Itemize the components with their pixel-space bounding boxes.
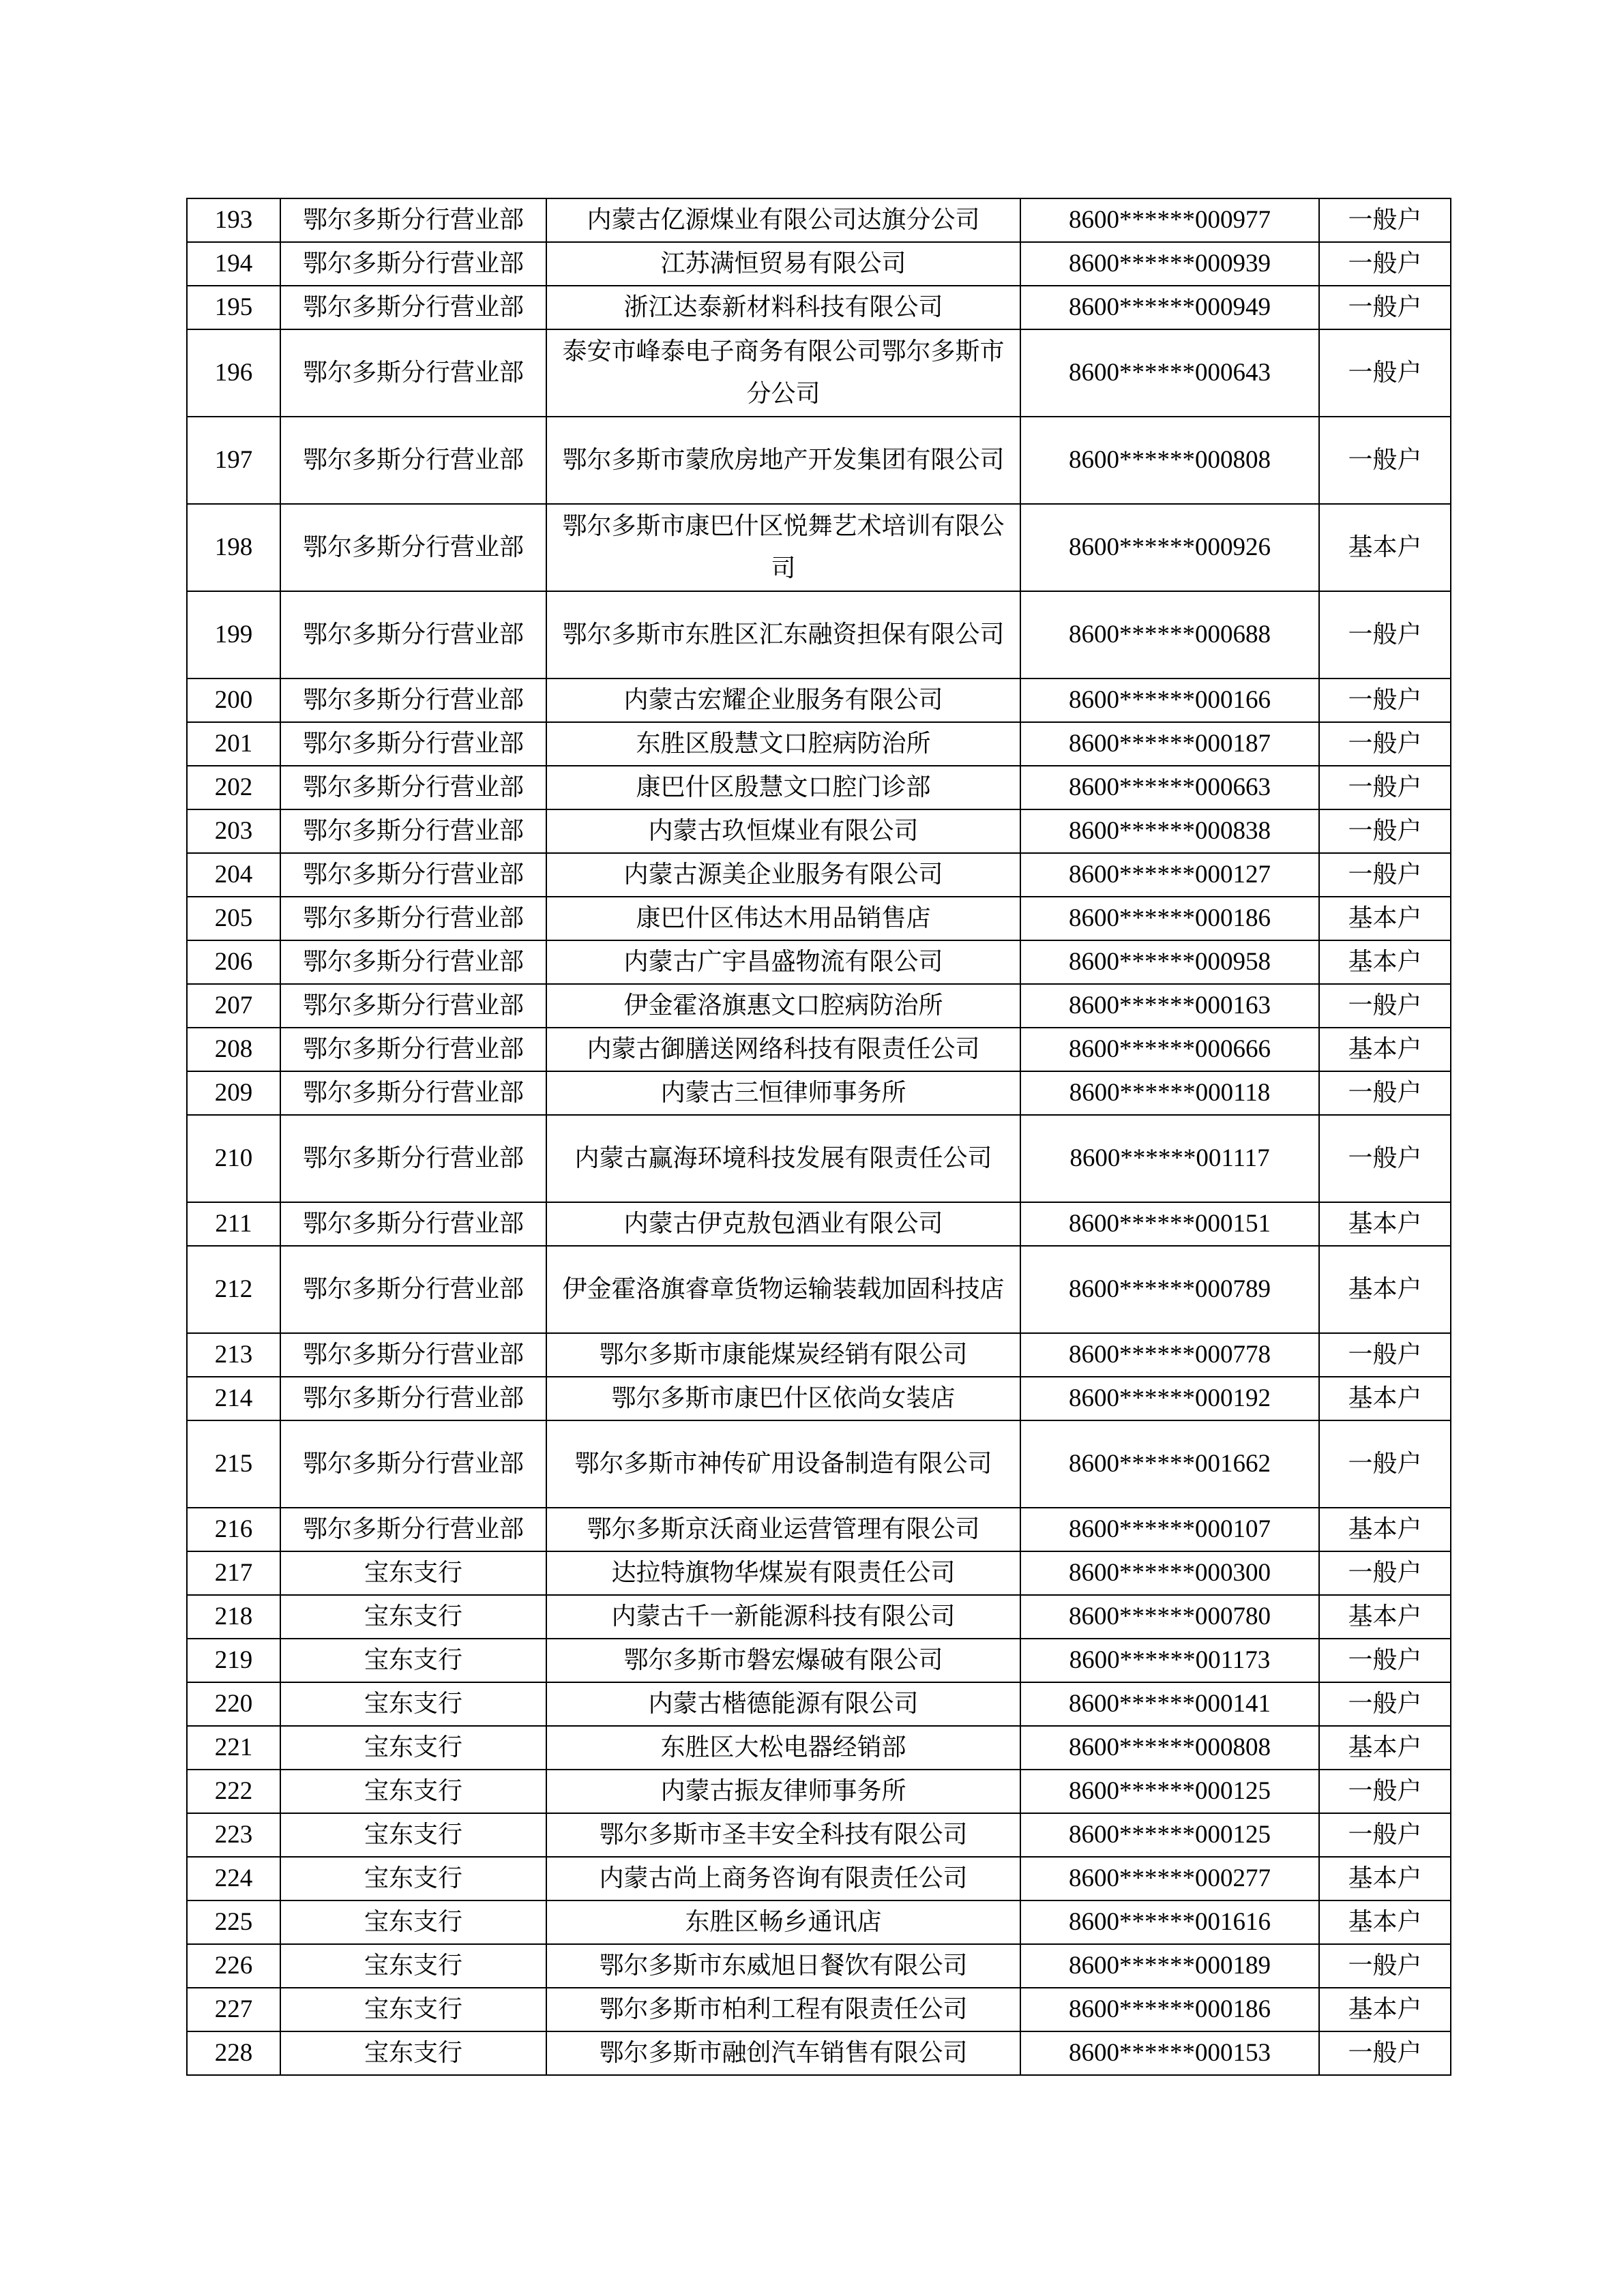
company-name-cell: 内蒙古御膳送网络科技有限责任公司	[546, 1028, 1020, 1071]
table-row	[187, 1420, 1451, 1508]
account-type-cell: 一般户	[1319, 1071, 1451, 1115]
company-name-cell: 东胜区畅乡通讯店	[546, 1900, 1020, 1944]
company-name-cell: 内蒙古亿源煤业有限公司达旗分公司	[546, 198, 1020, 242]
account-number-cell: 8600******000780	[1020, 1595, 1319, 1639]
branch-cell: 鄂尔多斯分行营业部	[280, 1071, 546, 1115]
table-row	[187, 1857, 1451, 1900]
account-number-cell: 8600******000789	[1020, 1246, 1319, 1333]
row-number: 197	[187, 417, 280, 504]
account-number-cell: 8600******000151	[1020, 1202, 1319, 1246]
row-number: 207	[187, 984, 280, 1028]
account-number-cell: 8600******000125	[1020, 1813, 1319, 1857]
row-number: 219	[187, 1639, 280, 1682]
table-row	[187, 1028, 1451, 1071]
row-number: 193	[187, 198, 280, 242]
account-type-cell: 一般户	[1319, 809, 1451, 853]
table-row	[187, 1071, 1451, 1115]
account-type-cell: 一般户	[1319, 1420, 1451, 1508]
table-row	[187, 2031, 1451, 2075]
account-number-cell: 8600******000808	[1020, 417, 1319, 504]
account-number-cell: 8600******000949	[1020, 286, 1319, 329]
branch-cell: 宝东支行	[280, 1551, 546, 1595]
company-name-cell: 鄂尔多斯市康能煤炭经销有限公司	[546, 1333, 1020, 1377]
table-row	[187, 417, 1451, 504]
branch-cell: 鄂尔多斯分行营业部	[280, 1420, 546, 1508]
table-row	[187, 591, 1451, 679]
company-name-cell: 鄂尔多斯市神传矿用设备制造有限公司	[546, 1420, 1020, 1508]
row-number: 224	[187, 1857, 280, 1900]
company-name-cell: 内蒙古伊克敖包酒业有限公司	[546, 1202, 1020, 1246]
account-number-cell: 8600******000663	[1020, 766, 1319, 809]
company-name-cell: 内蒙古玖恒煤业有限公司	[546, 809, 1020, 853]
account-number-cell: 8600******000808	[1020, 1726, 1319, 1770]
table-row	[187, 1770, 1451, 1813]
company-name-cell: 鄂尔多斯市东胜区汇东融资担保有限公司	[546, 591, 1020, 679]
row-number: 195	[187, 286, 280, 329]
account-number-cell: 8600******000926	[1020, 504, 1319, 591]
account-number-cell: 8600******000189	[1020, 1944, 1319, 1988]
account-type-cell: 一般户	[1319, 1551, 1451, 1595]
company-name-cell: 伊金霍洛旗惠文口腔病防治所	[546, 984, 1020, 1028]
account-type-cell: 一般户	[1319, 984, 1451, 1028]
branch-cell: 鄂尔多斯分行营业部	[280, 1333, 546, 1377]
account-number-cell: 8600******000153	[1020, 2031, 1319, 2075]
branch-cell: 鄂尔多斯分行营业部	[280, 504, 546, 591]
table-row	[187, 329, 1451, 417]
row-number: 218	[187, 1595, 280, 1639]
account-number-cell: 8600******000958	[1020, 940, 1319, 984]
company-name-cell: 内蒙古广宇昌盛物流有限公司	[546, 940, 1020, 984]
account-type-cell: 一般户	[1319, 722, 1451, 766]
table-row	[187, 1639, 1451, 1682]
account-number-cell: 8600******000186	[1020, 897, 1319, 940]
branch-cell: 鄂尔多斯分行营业部	[280, 198, 546, 242]
account-type-cell: 一般户	[1319, 242, 1451, 286]
row-number: 228	[187, 2031, 280, 2075]
row-number: 200	[187, 679, 280, 722]
account-number-cell: 8600******000643	[1020, 329, 1319, 417]
branch-cell: 宝东支行	[280, 2031, 546, 2075]
account-type-cell: 一般户	[1319, 853, 1451, 897]
branch-cell: 宝东支行	[280, 1639, 546, 1682]
account-type-cell: 一般户	[1319, 286, 1451, 329]
table-row	[187, 897, 1451, 940]
table-row	[187, 1202, 1451, 1246]
account-number-cell: 8600******000127	[1020, 853, 1319, 897]
company-name-cell: 伊金霍洛旗睿章货物运输装载加固科技店	[546, 1246, 1020, 1333]
company-name-cell: 康巴什区殷慧文口腔门诊部	[546, 766, 1020, 809]
table-row	[187, 1944, 1451, 1988]
row-number: 196	[187, 329, 280, 417]
company-name-cell: 内蒙古三恒律师事务所	[546, 1071, 1020, 1115]
account-type-cell: 基本户	[1319, 1202, 1451, 1246]
table-row	[187, 853, 1451, 897]
account-number-cell: 8600******001616	[1020, 1900, 1319, 1944]
table-row	[187, 1246, 1451, 1333]
row-number: 215	[187, 1420, 280, 1508]
account-type-cell: 一般户	[1319, 198, 1451, 242]
branch-cell: 鄂尔多斯分行营业部	[280, 679, 546, 722]
account-type-cell: 基本户	[1319, 1857, 1451, 1900]
company-name-cell: 康巴什区伟达木用品销售店	[546, 897, 1020, 940]
branch-cell: 宝东支行	[280, 1770, 546, 1813]
table-row	[187, 198, 1451, 242]
row-number: 203	[187, 809, 280, 853]
row-number: 209	[187, 1071, 280, 1115]
company-name-cell: 内蒙古千一新能源科技有限公司	[546, 1595, 1020, 1639]
branch-cell: 宝东支行	[280, 1595, 546, 1639]
branch-cell: 宝东支行	[280, 1944, 546, 1988]
account-type-cell: 基本户	[1319, 1726, 1451, 1770]
branch-cell: 鄂尔多斯分行营业部	[280, 1246, 546, 1333]
row-number: 211	[187, 1202, 280, 1246]
company-name-cell: 内蒙古赢海环境科技发展有限责任公司	[546, 1115, 1020, 1202]
account-number-cell: 8600******001173	[1020, 1639, 1319, 1682]
table-row	[187, 766, 1451, 809]
branch-cell: 鄂尔多斯分行营业部	[280, 809, 546, 853]
account-number-cell: 8600******000163	[1020, 984, 1319, 1028]
company-name-cell: 内蒙古楷德能源有限公司	[546, 1682, 1020, 1726]
branch-cell: 鄂尔多斯分行营业部	[280, 1028, 546, 1071]
branch-cell: 宝东支行	[280, 1813, 546, 1857]
row-number: 194	[187, 242, 280, 286]
table-row	[187, 1508, 1451, 1551]
company-name-cell: 浙江达泰新材料科技有限公司	[546, 286, 1020, 329]
table-row	[187, 984, 1451, 1028]
row-number: 205	[187, 897, 280, 940]
account-number-cell: 8600******000838	[1020, 809, 1319, 853]
branch-cell: 鄂尔多斯分行营业部	[280, 766, 546, 809]
row-number: 213	[187, 1333, 280, 1377]
table-row	[187, 286, 1451, 329]
table-row	[187, 722, 1451, 766]
account-number-cell: 8600******000141	[1020, 1682, 1319, 1726]
row-number: 226	[187, 1944, 280, 1988]
account-number-cell: 8600******000939	[1020, 242, 1319, 286]
account-number-cell: 8600******000125	[1020, 1770, 1319, 1813]
account-type-cell: 基本户	[1319, 1508, 1451, 1551]
account-number-cell: 8600******000166	[1020, 679, 1319, 722]
account-table	[186, 198, 1451, 2076]
table-row	[187, 940, 1451, 984]
branch-cell: 鄂尔多斯分行营业部	[280, 984, 546, 1028]
row-number: 208	[187, 1028, 280, 1071]
table-row	[187, 1813, 1451, 1857]
table-row	[187, 1726, 1451, 1770]
branch-cell: 鄂尔多斯分行营业部	[280, 897, 546, 940]
company-name-cell: 内蒙古宏耀企业服务有限公司	[546, 679, 1020, 722]
account-type-cell: 基本户	[1319, 1900, 1451, 1944]
row-number: 225	[187, 1900, 280, 1944]
company-name-cell: 内蒙古尚上商务咨询有限责任公司	[546, 1857, 1020, 1900]
company-name-cell: 鄂尔多斯市柏利工程有限责任公司	[546, 1988, 1020, 2031]
account-number-cell: 8600******000300	[1020, 1551, 1319, 1595]
branch-cell: 宝东支行	[280, 1726, 546, 1770]
account-number-cell: 8600******000778	[1020, 1333, 1319, 1377]
account-type-cell: 基本户	[1319, 1595, 1451, 1639]
row-number: 199	[187, 591, 280, 679]
account-number-cell: 8600******000107	[1020, 1508, 1319, 1551]
branch-cell: 宝东支行	[280, 1900, 546, 1944]
branch-cell: 鄂尔多斯分行营业部	[280, 940, 546, 984]
company-name-cell: 鄂尔多斯市融创汽车销售有限公司	[546, 2031, 1020, 2075]
company-name-cell: 鄂尔多斯市磐宏爆破有限公司	[546, 1639, 1020, 1682]
company-name-cell: 泰安市峰泰电子商务有限公司鄂尔多斯市分公司	[546, 329, 1020, 417]
account-number-cell: 8600******000186	[1020, 1988, 1319, 2031]
account-number-cell: 8600******001662	[1020, 1420, 1319, 1508]
account-type-cell: 一般户	[1319, 2031, 1451, 2075]
row-number: 217	[187, 1551, 280, 1595]
account-type-cell: 一般户	[1319, 1682, 1451, 1726]
branch-cell: 鄂尔多斯分行营业部	[280, 1115, 546, 1202]
account-type-cell: 基本户	[1319, 897, 1451, 940]
account-type-cell: 基本户	[1319, 1246, 1451, 1333]
table-row	[187, 809, 1451, 853]
branch-cell: 鄂尔多斯分行营业部	[280, 591, 546, 679]
account-number-cell: 8600******001117	[1020, 1115, 1319, 1202]
company-name-cell: 鄂尔多斯市东威旭日餐饮有限公司	[546, 1944, 1020, 1988]
row-number: 210	[187, 1115, 280, 1202]
branch-cell: 鄂尔多斯分行营业部	[280, 286, 546, 329]
account-type-cell: 一般户	[1319, 679, 1451, 722]
branch-cell: 宝东支行	[280, 1988, 546, 2031]
branch-cell: 鄂尔多斯分行营业部	[280, 417, 546, 504]
table-row	[187, 1377, 1451, 1420]
account-type-cell: 基本户	[1319, 1988, 1451, 2031]
branch-cell: 鄂尔多斯分行营业部	[280, 722, 546, 766]
company-name-cell: 内蒙古源美企业服务有限公司	[546, 853, 1020, 897]
table-row	[187, 679, 1451, 722]
table-row	[187, 504, 1451, 591]
company-name-cell: 鄂尔多斯市康巴什区依尚女装店	[546, 1377, 1020, 1420]
row-number: 221	[187, 1726, 280, 1770]
account-type-cell: 基本户	[1319, 1377, 1451, 1420]
account-number-cell: 8600******000192	[1020, 1377, 1319, 1420]
company-name-cell: 鄂尔多斯市蒙欣房地产开发集团有限公司	[546, 417, 1020, 504]
row-number: 227	[187, 1988, 280, 2031]
account-number-cell: 8600******000187	[1020, 722, 1319, 766]
table-row	[187, 1333, 1451, 1377]
account-number-cell: 8600******000666	[1020, 1028, 1319, 1071]
row-number: 220	[187, 1682, 280, 1726]
account-type-cell: 基本户	[1319, 504, 1451, 591]
account-table-body	[187, 198, 1451, 2075]
account-type-cell: 基本户	[1319, 1028, 1451, 1071]
account-type-cell: 一般户	[1319, 417, 1451, 504]
company-name-cell: 鄂尔多斯京沃商业运营管理有限公司	[546, 1508, 1020, 1551]
branch-cell: 宝东支行	[280, 1857, 546, 1900]
table-row	[187, 1988, 1451, 2031]
account-type-cell: 一般户	[1319, 1813, 1451, 1857]
row-number: 216	[187, 1508, 280, 1551]
company-name-cell: 鄂尔多斯市康巴什区悦舞艺术培训有限公司	[546, 504, 1020, 591]
account-type-cell: 一般户	[1319, 1639, 1451, 1682]
table-row	[187, 242, 1451, 286]
branch-cell: 鄂尔多斯分行营业部	[280, 853, 546, 897]
row-number: 202	[187, 766, 280, 809]
table-row	[187, 1900, 1451, 1944]
company-name-cell: 内蒙古振友律师事务所	[546, 1770, 1020, 1813]
table-row	[187, 1115, 1451, 1202]
account-type-cell: 一般户	[1319, 1115, 1451, 1202]
branch-cell: 鄂尔多斯分行营业部	[280, 242, 546, 286]
table-row	[187, 1595, 1451, 1639]
account-type-cell: 一般户	[1319, 591, 1451, 679]
row-number: 214	[187, 1377, 280, 1420]
account-type-cell: 一般户	[1319, 1333, 1451, 1377]
row-number: 206	[187, 940, 280, 984]
account-type-cell: 一般户	[1319, 766, 1451, 809]
company-name-cell: 江苏满恒贸易有限公司	[546, 242, 1020, 286]
branch-cell: 宝东支行	[280, 1682, 546, 1726]
account-type-cell: 一般户	[1319, 329, 1451, 417]
account-number-cell: 8600******000688	[1020, 591, 1319, 679]
branch-cell: 鄂尔多斯分行营业部	[280, 329, 546, 417]
account-type-cell: 一般户	[1319, 1944, 1451, 1988]
branch-cell: 鄂尔多斯分行营业部	[280, 1377, 546, 1420]
company-name-cell: 鄂尔多斯市圣丰安全科技有限公司	[546, 1813, 1020, 1857]
table-row	[187, 1551, 1451, 1595]
row-number: 201	[187, 722, 280, 766]
company-name-cell: 达拉特旗物华煤炭有限责任公司	[546, 1551, 1020, 1595]
row-number: 222	[187, 1770, 280, 1813]
account-type-cell: 一般户	[1319, 1770, 1451, 1813]
account-number-cell: 8600******000977	[1020, 198, 1319, 242]
row-number: 223	[187, 1813, 280, 1857]
account-type-cell: 基本户	[1319, 940, 1451, 984]
account-number-cell: 8600******000277	[1020, 1857, 1319, 1900]
row-number: 212	[187, 1246, 280, 1333]
company-name-cell: 东胜区大松电器经销部	[546, 1726, 1020, 1770]
table-row	[187, 1682, 1451, 1726]
branch-cell: 鄂尔多斯分行营业部	[280, 1202, 546, 1246]
branch-cell: 鄂尔多斯分行营业部	[280, 1508, 546, 1551]
row-number: 204	[187, 853, 280, 897]
row-number: 198	[187, 504, 280, 591]
company-name-cell: 东胜区殷慧文口腔病防治所	[546, 722, 1020, 766]
account-number-cell: 8600******000118	[1020, 1071, 1319, 1115]
